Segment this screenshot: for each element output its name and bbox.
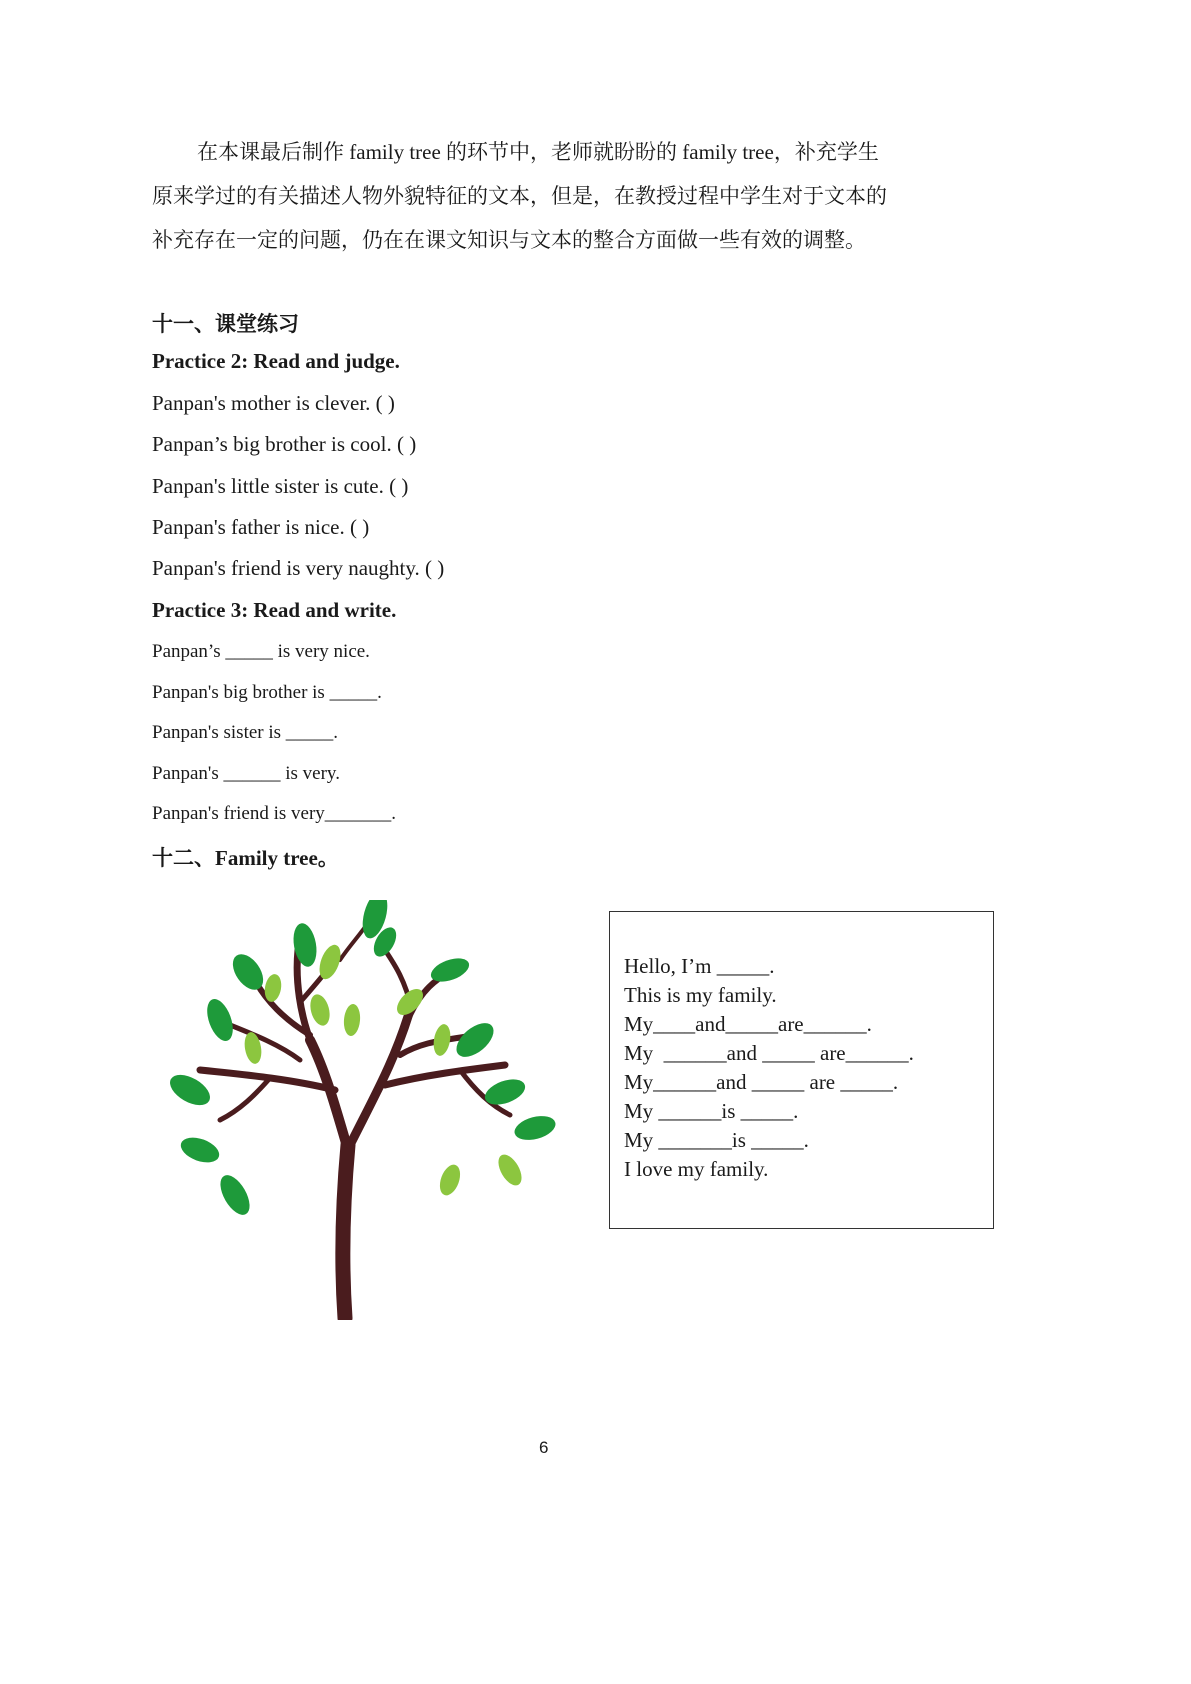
page-number: 6 bbox=[539, 1438, 549, 1457]
box-line: Hello, I’m _____. bbox=[624, 954, 775, 978]
write-item: Panpan’s _____ is very nice. bbox=[152, 641, 370, 662]
leaf bbox=[343, 1003, 362, 1036]
judge-item: Panpan's mother is clever. ( ) bbox=[152, 391, 395, 415]
leaf bbox=[494, 1151, 527, 1189]
write-item: Panpan's sister is _____. bbox=[152, 722, 339, 743]
intro-line-1: 在本课最后制作 family tree 的环节中，老师就盼盼的 family tree，补充学生 bbox=[197, 140, 879, 164]
family-tree-text-box bbox=[609, 911, 994, 1229]
leaf bbox=[512, 1112, 558, 1144]
section-12-heading: 十二、Family tree。 bbox=[152, 846, 339, 870]
judge-item: Panpan’s big brother is cool. ( ) bbox=[152, 432, 417, 456]
family-tree-illustration bbox=[160, 900, 565, 1320]
leaf bbox=[202, 996, 238, 1045]
judge-item: Panpan's little sister is cute. ( ) bbox=[152, 474, 409, 498]
box-line: My____and_____are______. bbox=[624, 1012, 872, 1036]
section-11-heading: 十一、课堂练习 bbox=[152, 312, 299, 336]
practice-2-title: Practice 2: Read and judge. bbox=[152, 349, 400, 373]
box-line: My _______is _____. bbox=[624, 1128, 809, 1152]
box-line: My ______is _____. bbox=[624, 1099, 799, 1123]
box-line: My______and _____ are _____. bbox=[624, 1070, 899, 1094]
tree-leaves bbox=[165, 900, 558, 1220]
box-line: My ______and _____ are______. bbox=[624, 1041, 914, 1065]
judge-item: Panpan's father is nice. ( ) bbox=[152, 515, 370, 539]
write-item: Panpan's ______ is very. bbox=[152, 763, 340, 784]
leaf bbox=[307, 992, 333, 1028]
text-box-lines bbox=[624, 952, 914, 1184]
leaf bbox=[436, 1162, 464, 1198]
box-line: This is my family. bbox=[624, 983, 777, 1007]
leaf bbox=[482, 1074, 529, 1109]
leaf bbox=[177, 1133, 222, 1167]
leaf bbox=[214, 1170, 255, 1219]
intro-line-3: 补充存在一定的问题，仍在在课文知识与文本的整合方面做一些有效的调整。 bbox=[152, 228, 866, 252]
write-item: Panpan's friend is very_______. bbox=[152, 803, 397, 824]
intro-paragraph bbox=[152, 130, 942, 262]
leaf bbox=[431, 1023, 452, 1057]
intro-line-2: 原来学过的有关描述人物外貌特征的文本，但是，在教授过程中学生对于文本的 bbox=[152, 184, 887, 208]
practice-3-title: Practice 3: Read and write. bbox=[152, 598, 397, 622]
judge-item: Panpan's friend is very naughty. ( ) bbox=[152, 556, 445, 580]
write-item: Panpan's big brother is _____. bbox=[152, 682, 382, 703]
leaf bbox=[165, 1069, 215, 1112]
box-line: I love my family. bbox=[624, 1157, 769, 1181]
